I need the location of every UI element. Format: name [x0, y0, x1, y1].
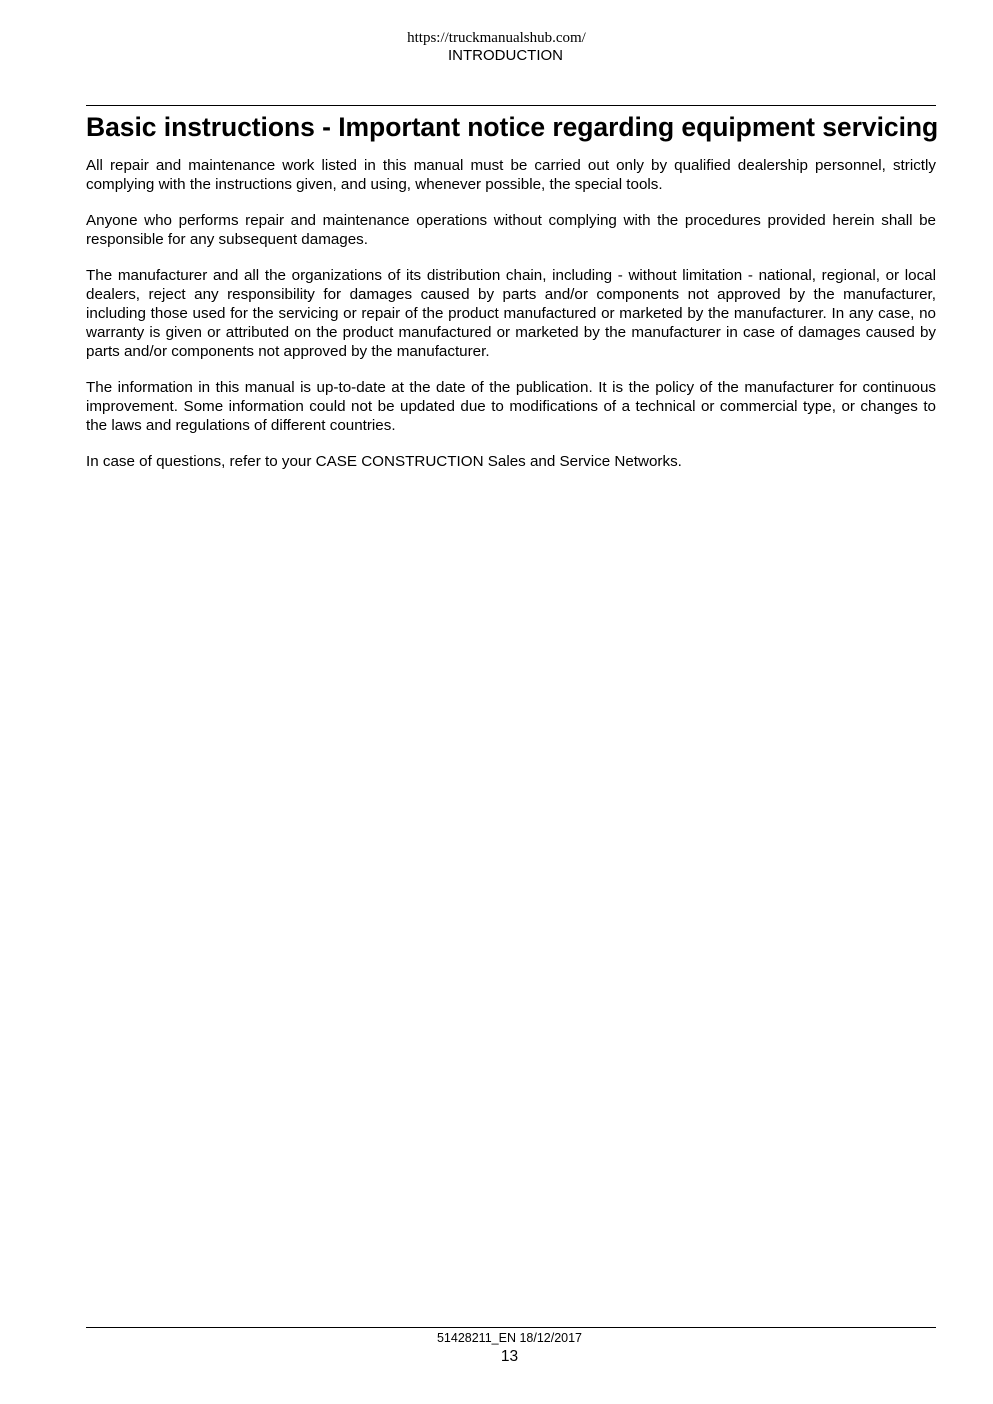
paragraph-responsibility: Anyone who performs repair and maintenance operations without complying with the procedures provided herein shall be responsible for any subsequent damages. — [86, 212, 936, 248]
body-text — [86, 156, 936, 488]
section-header: INTRODUCTION — [448, 47, 563, 64]
page-title: Basic instructions - Important notice regarding equipment servicing — [86, 112, 939, 142]
page-number: 13 — [500, 1348, 519, 1365]
paragraph-warranty: The manufacturer and all the organizations of its distribution chain, including - without limitation - national, regional, or local dealers, reject any responsibility for damages caused by parts and/or components not approved by the manufacturer, including those used for the servicing or repair of the product manufactured or marketed by the manufacturer. In any case, no warranty is given or attributed on the product manufactured or marketed by the manufacturer in case of damages caused by parts and/or components not approved by the manufacturer. — [86, 267, 936, 360]
paragraph-contact: In case of questions, refer to your CASE CONSTRUCTION Sales and Service Networks. — [86, 453, 682, 470]
title-divider — [86, 105, 936, 106]
document-code: 51428211_EN 18/12/2017 — [436, 1331, 583, 1345]
footer-divider — [86, 1327, 936, 1328]
paragraph-qualified-personnel: All repair and maintenance work listed in this manual must be carried out only by qualified dealership personnel, strictly complying with the instructions given, and using, whenever possible, the special tools. — [86, 157, 936, 193]
paragraph-information-update: The information in this manual is up-to-date at the date of the publication. It is the policy of the manufacturer for continuous improvement. Some information could not be updated due to modifications of a technical or commercial type, or changes to the laws and regulations of different countries. — [86, 379, 936, 434]
source-url: https://truckmanualshub.com/ — [407, 30, 586, 46]
